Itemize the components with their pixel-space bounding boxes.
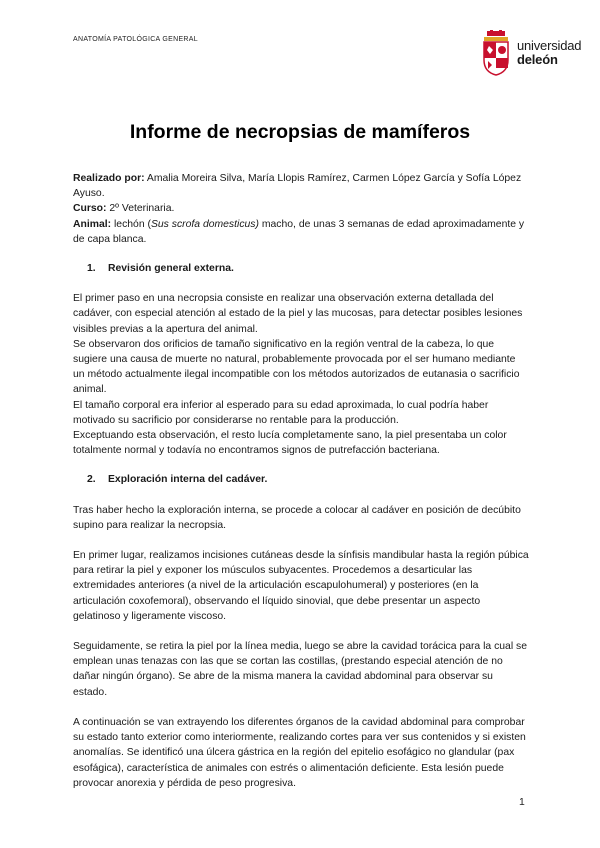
section-2-paragraph: En primer lugar, realizamos incisiones cutáneas desde la sínfisis mandibular hasta la región púbica para retirar la piel y exponer los músculos subyacentes. Procedemos a desarticular las extremidades anteriores (a nivel de la articulación escapulohumeral) y posteriores (en la articulación coxofemoral), observando el líquido sinovial, que debe presentar un aspecto gelatinoso y ligeramente viscoso. <box>73 550 529 622</box>
authors-line <box>73 171 529 201</box>
section-1-number: 1. <box>87 263 96 275</box>
section-1-paragraph: Se observaron dos orificios de tamaño significativo en la región ventral de la cabeza, lo que sugiere una causa de muerte no natural, probablemente provocada por el ser humano mediante un método actualmente ilegal incompatible con los métodos autorizados de eutanasia o sacrificio animal. <box>73 338 520 396</box>
section-2-heading <box>87 472 529 487</box>
section-1-heading <box>87 261 529 276</box>
document-title: Informe de necropsias de mamíferos <box>129 121 471 143</box>
course-value: 2º Veterinaria. <box>109 203 175 215</box>
page-number: 1 <box>519 797 525 808</box>
section-1-paragraph: El primer paso en una necropsia consiste en realizar una observación externa detallada del cadáver, con especial atención al estado de la piel y las mucosas, para detectar posibles lesiones visibles previas a la apertura del animal. <box>73 293 523 335</box>
section-2-paragraph: A continuación se van extrayendo los diferentes órganos de la cavidad abdominal para comprobar su estado tanto exterior como interiormente, realizando cortes para ver sus contenidos y si existen anomalías. Se identificó una úlcera gástrica en la región del epitelio esofágico no glandular (pax esofágica), característica de animales con estrés o alimentación deficiente. Esta lesión puede provocar anorexia y pérdida de peso progresiva. <box>73 716 526 789</box>
authors-value: Amalia Moreira Silva, María Llopis Ramírez, Carmen López García y Sofía López Ayuso. <box>73 173 522 200</box>
animal-species: Sus scrofa domesticus) <box>150 218 259 230</box>
animal-line <box>73 217 529 247</box>
section-2-number: 2. <box>87 474 96 486</box>
course-label: Curso: <box>73 203 107 215</box>
course-line <box>73 201 529 216</box>
section-2-title: Exploración interna del cadáver. <box>108 474 268 486</box>
animal-pre: lechón ( <box>114 218 151 230</box>
crest-icon <box>481 30 511 76</box>
authors-label: Realizado por: <box>73 173 145 184</box>
section-1-paragraph: Exceptuando esta observación, el resto lucía completamente sano, la piel presentaba un color totalmente normal y todavía no encontramos signos de putrefacción bacteriana. <box>73 430 507 457</box>
animal-post: macho, de unas 3 semanas de edad aproximadamente y de capa blanca. <box>73 218 525 245</box>
section-1-paragraph: El tamaño corporal era inferior al esperado para su edad aproximada, lo cual podría haber motivado su sacrificio por considerarse no rentable para la producción. <box>73 399 489 426</box>
header-course-label: ANATOMÍA PATOLÓGICA GENERAL <box>73 36 198 43</box>
university-logo <box>481 28 591 78</box>
section-2-paragraph: Seguidamente, se retira la piel por la línea media, luego se abre la cavidad torácica para la cual se emplean unas tenazas con las que se cortan las costillas, (prestando especial atención de no dañar ningún órgano). Se abre de la misma manera la cavidad abdominal para observar su estado. <box>73 641 527 698</box>
logo-line1: universidad <box>517 38 582 53</box>
animal-label: Animal: <box>73 218 112 230</box>
logo-line2: deleón <box>517 52 558 67</box>
section-2-paragraph: Tras haber hecho la exploración interna, se procede a colocar al cadáver en posición de decúbito supino para realizar la necropsia. <box>73 504 521 531</box>
section-1-title: Revisión general externa. <box>108 263 234 275</box>
document-body <box>73 171 529 791</box>
